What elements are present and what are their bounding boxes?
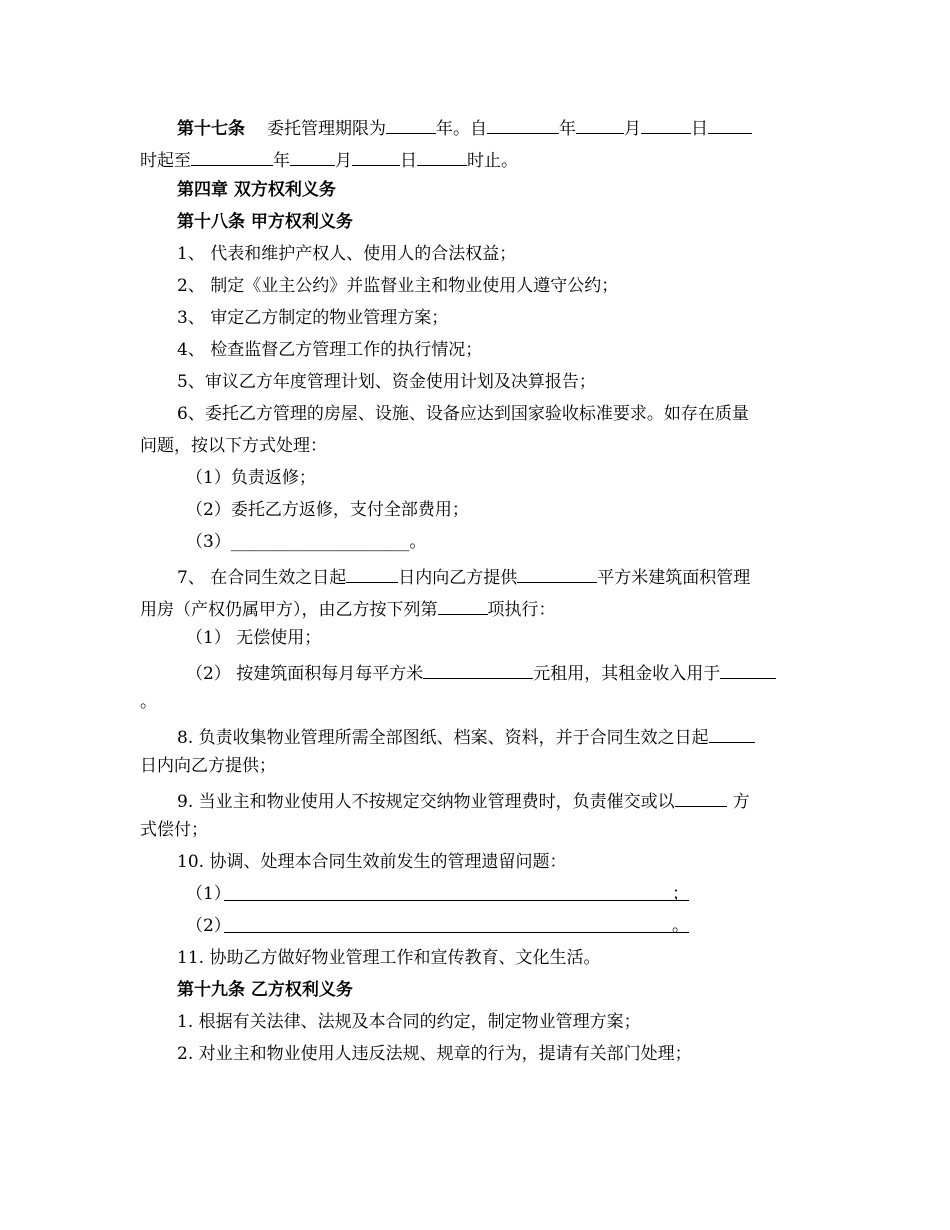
article-18-item-5: 5、审议乙方年度管理计划、资金使用计划及决算报告； <box>177 372 596 392</box>
article-18-item-9-line-2: 式偿付； <box>140 820 208 840</box>
article-18-item-11: 11. 协助乙方做好物业管理工作和宣传教育、文化生活。 <box>177 948 601 968</box>
blank-days <box>346 562 398 583</box>
article-18-item-1: 1、 代表和维护产权人、使用人的合法权益； <box>177 244 517 264</box>
article-18-item-6-sub-1: （1）负责返修； <box>186 468 316 488</box>
article-18-item-7-sub-1: （1） 无偿使用； <box>186 628 322 648</box>
article-17-line-2: 时起至 年 月 日 时止。 <box>140 145 812 169</box>
blank-end-month <box>290 145 335 166</box>
article-18-item-6-line-1: 6、委托乙方管理的房屋、设施、设备应达到国家验收标准要求。如存在质量 <box>177 404 749 424</box>
article-18-item-6-line-2: 问题，按以下方式处理： <box>140 436 327 456</box>
article-19-item-2: 2. 对业主和物业使用人违反法规、规章的行为，提请有关部门处理； <box>177 1044 692 1064</box>
blank-area <box>517 562 597 583</box>
article-18-item-10-sub-2: （2） <box>186 916 231 936</box>
blank-rent <box>423 658 533 679</box>
chapter-4-heading: 第四章 双方权利义务 <box>177 180 336 200</box>
article-18-item-6-sub-2: （2）委托乙方返修，支付全部费用； <box>186 500 469 520</box>
article-19-item-1: 1. 根据有关法律、法规及本合同的约定，制定物业管理方案； <box>177 1012 641 1032</box>
blank-start-hour <box>708 113 752 134</box>
article-18-item-8-line-2: 日内向乙方提供； <box>140 756 276 776</box>
article-18-item-9-line-1: 9. 当业主和物业使用人不按规定交纳物业管理费时，负责催交或以 方 <box>177 786 812 810</box>
blank-end-year <box>191 145 273 166</box>
article-18-item-2: 2、 制定《业主公约》并监督业主和物业使用人遵守公约； <box>177 276 619 296</box>
article-17-line-1: 第十七条 委托管理期限为 年。自 年 月 日 <box>177 113 812 137</box>
blank-term-years <box>386 113 436 134</box>
article-18-item-7-sub-2-end: 。 <box>140 692 157 712</box>
article-18-item-7-sub-2: （2） 按建筑面积每月每平方米 元租用，其租金收入用于 <box>186 658 812 682</box>
article-18-heading: 第十八条 甲方权利义务 <box>177 212 353 232</box>
article-18-item-3: 3、 审定乙方制定的物业管理方案； <box>177 308 449 328</box>
document-page: 第十七条 委托管理期限为 年。自 年 月 日 时起至 年 月 日 时止。 第四章 双方权利义务 第十八条 甲方权利义务 1、 代表和维护产权人、使用人的合法权益； 2、 制定《业主公约》并监督业主和物业使用人遵守公约； 3、 审定乙方制定的物业管理方案； 4、 检查监督乙方管理工作的执行情况； 5、审议乙方年度管理计划、资金使用计划及决算报告； 6、委托乙方管理的房屋、设施、设备应达到国家验收标准要求。如存在质量 问题，按以下方式处理： （1）负责返修； （2）委托乙方返修，支付全部费用； （3）_____________________。 7、 在合同生效之日起 日内向乙方提供 平方米建筑面积管理 用房（产权仍属甲方），由乙方按下列第 项执行： （1） 无偿使用； （2） 按建筑面积每月每平方米 元租用，其租金收入用于 。 8. 负责收集物业管理所需全部图纸、档案、资料，并于合同生效之日起 日内向乙方提供； 9. 当业主和物业使用人不按规定交纳物业管理费时，负责催交或以 方 式偿付； 10. 协调、处理本合同生效前发生的管理遗留问题： （1） ； （2） 。 11. 协助乙方做好物业管理工作和宣传教育、文化生活。 第十九条 乙方权利义务 1. 根据有关法律、法规及本合同的约定，制定物业管理方案； 2. 对业主和物业使用人违反法规、规章的行为，提请有关部门处理； <box>0 0 950 1230</box>
article-18-item-10-sub-1: （1） <box>186 884 231 904</box>
blank-start-month <box>576 113 624 134</box>
blank-end-day <box>352 145 400 166</box>
blank-payment-method <box>675 786 727 807</box>
article-17-title: 第十七条 <box>177 119 245 139</box>
article-18-item-4: 4、 检查监督乙方管理工作的执行情况； <box>177 340 483 360</box>
blank-legacy-issue-1 <box>224 900 689 901</box>
blank-rent-usage <box>720 658 776 679</box>
blank-days-docs <box>709 722 755 743</box>
article-18-item-7-line-2: 用房（产权仍属甲方），由乙方按下列第 项执行： <box>140 594 812 618</box>
blank-end-hour <box>417 145 467 166</box>
blank-start-day <box>641 113 691 134</box>
blank-legacy-issue-2 <box>224 932 689 933</box>
article-18-item-7-line-1: 7、 在合同生效之日起 日内向乙方提供 平方米建筑面积管理 <box>177 562 812 586</box>
article-18-item-6-sub-3: （3）_____________________。 <box>186 532 427 552</box>
article-18-item-8-line-1: 8. 负责收集物业管理所需全部图纸、档案、资料，并于合同生效之日起 <box>177 722 812 746</box>
article-18-item-10: 10. 协调、处理本合同生效前发生的管理遗留问题： <box>177 852 567 872</box>
blank-start-year <box>487 113 559 134</box>
article-19-heading: 第十九条 乙方权利义务 <box>177 980 353 1000</box>
blank-option <box>438 594 488 615</box>
